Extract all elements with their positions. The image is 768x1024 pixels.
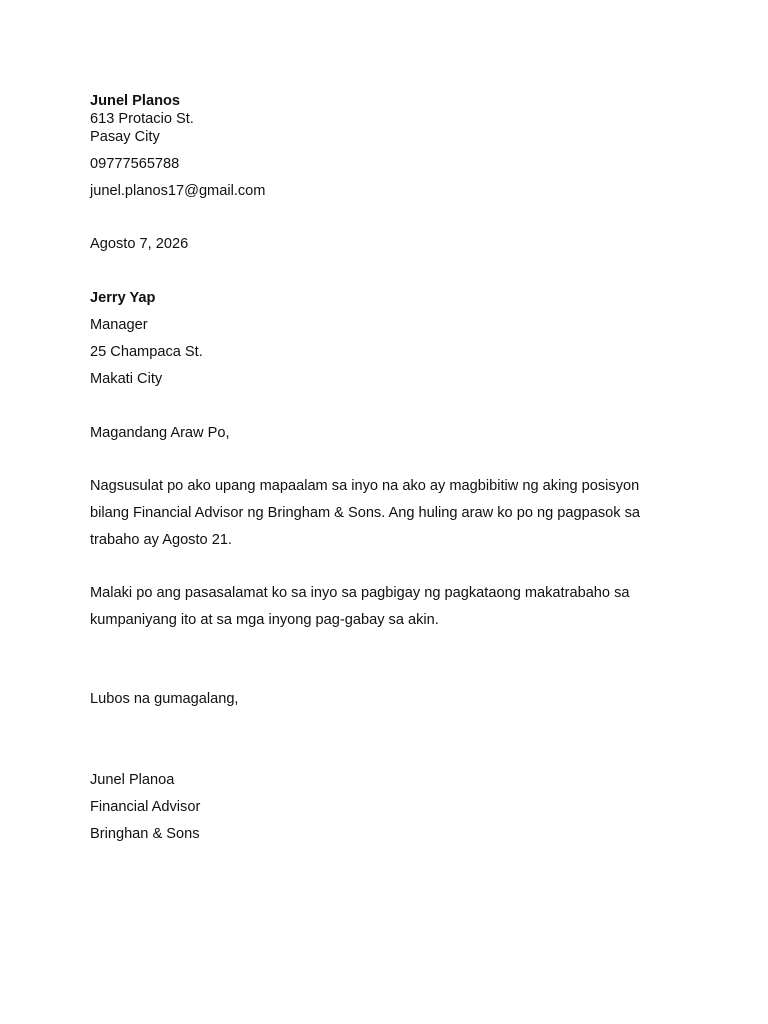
signature-name: Junel Planoa (90, 772, 175, 788)
sender-name: Junel Planos (90, 93, 181, 109)
recipient-city: Makati City (90, 371, 163, 387)
paragraph-line: trabaho ay Agosto 21. (90, 532, 232, 548)
paragraph-line: Malaki po ang pasasalamat ko sa inyo sa pagbigay ng pagkataong makatrabaho sa (90, 585, 630, 601)
salutation: Magandang Araw Po, (90, 425, 230, 441)
sender-street: 613 Protacio St. (90, 111, 194, 127)
closing: Lubos na gumagalang, (90, 691, 239, 707)
sender-email: junel.planos17@gmail.com (90, 183, 266, 199)
paragraph-line: bilang Financial Advisor ng Bringham & Sons. Ang huling araw ko po ng pagpasok sa (90, 505, 641, 521)
paragraph-line: kumpaniyang ito at sa mga inyong pag-gabay sa akin. (90, 612, 439, 628)
signature-title: Financial Advisor (90, 799, 201, 815)
recipient-name: Jerry Yap (90, 290, 156, 306)
sender-phone: 09777565788 (90, 156, 180, 172)
signature-company: Bringhan & Sons (90, 826, 200, 842)
recipient-street: 25 Champaca St. (90, 344, 203, 360)
letter-date: Agosto 7, 2026 (90, 236, 189, 252)
paragraph-line: Nagsusulat po ako upang mapaalam sa inyo na ako ay magbibitiw ng aking posisyon (90, 478, 640, 494)
sender-city: Pasay City (90, 129, 160, 145)
recipient-title: Manager (90, 317, 148, 333)
